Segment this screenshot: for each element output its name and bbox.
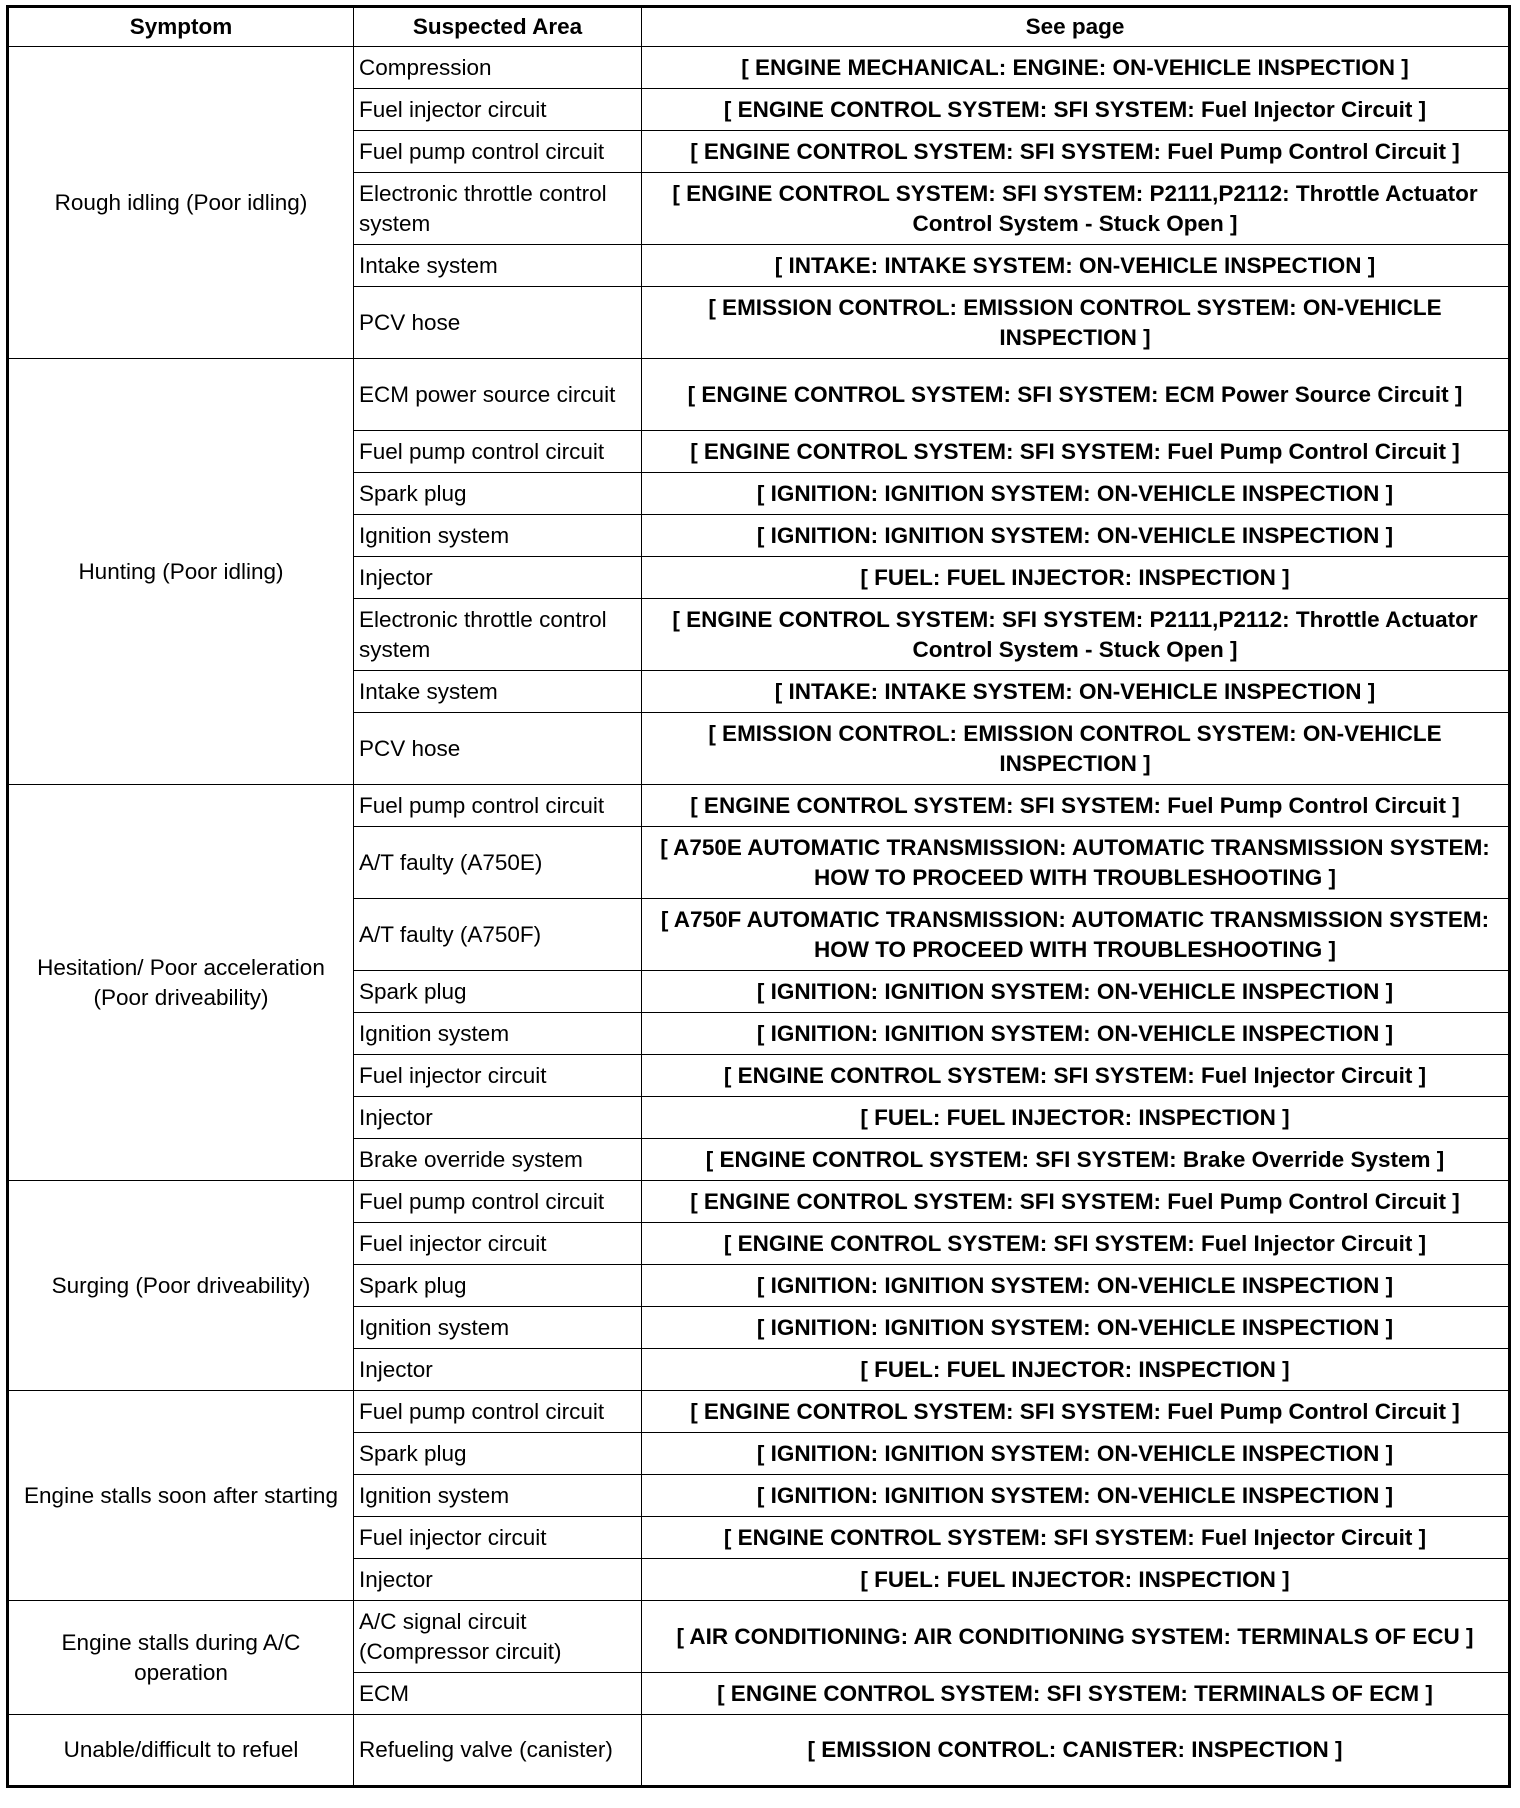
see-page-cell: [ INTAKE: INTAKE SYSTEM: ON-VEHICLE INSPECTION ] <box>642 245 1510 287</box>
see-page-cell: [ IGNITION: IGNITION SYSTEM: ON-VEHICLE INSPECTION ] <box>642 1265 1510 1307</box>
table-row <box>8 1391 1510 1433</box>
see-page-cell: [ A750E AUTOMATIC TRANSMISSION: AUTOMATIC TRANSMISSION SYSTEM: HOW TO PROCEED WITH TROUBLESHOOTING ] <box>642 827 1510 899</box>
see-page-cell: [ EMISSION CONTROL: EMISSION CONTROL SYSTEM: ON-VEHICLE INSPECTION ] <box>642 713 1510 785</box>
suspected-area-cell: Compression <box>354 47 642 89</box>
suspected-area-cell: A/T faulty (A750E) <box>354 827 642 899</box>
suspected-area-cell: Fuel pump control circuit <box>354 431 642 473</box>
symptom-cell: Engine stalls soon after starting <box>8 1391 354 1601</box>
suspected-area-cell: Fuel injector circuit <box>354 1055 642 1097</box>
see-page-cell: [ FUEL: FUEL INJECTOR: INSPECTION ] <box>642 557 1510 599</box>
see-page-cell: [ ENGINE CONTROL SYSTEM: SFI SYSTEM: P2111,P2112: Throttle Actuator Control System - Stuck Open ] <box>642 173 1510 245</box>
suspected-area-cell: Spark plug <box>354 473 642 515</box>
suspected-area-cell: Fuel injector circuit <box>354 89 642 131</box>
suspected-area-cell: A/C signal circuit (Compressor circuit) <box>354 1601 642 1673</box>
see-page-cell: [ ENGINE CONTROL SYSTEM: SFI SYSTEM: Fuel Pump Control Circuit ] <box>642 1391 1510 1433</box>
suspected-area-cell: ECM power source circuit <box>354 359 642 431</box>
symptom-cell: Rough idling (Poor idling) <box>8 47 354 359</box>
see-page-cell: [ ENGINE CONTROL SYSTEM: SFI SYSTEM: Fuel Injector Circuit ] <box>642 1223 1510 1265</box>
suspected-area-cell: PCV hose <box>354 287 642 359</box>
table-row <box>8 359 1510 431</box>
suspected-area-cell: Intake system <box>354 671 642 713</box>
see-page-cell: [ IGNITION: IGNITION SYSTEM: ON-VEHICLE INSPECTION ] <box>642 1307 1510 1349</box>
see-page-cell: [ IGNITION: IGNITION SYSTEM: ON-VEHICLE INSPECTION ] <box>642 1433 1510 1475</box>
suspected-area-cell: Electronic throttle control system <box>354 599 642 671</box>
suspected-area-cell: Ignition system <box>354 1475 642 1517</box>
see-page-cell: [ FUEL: FUEL INJECTOR: INSPECTION ] <box>642 1559 1510 1601</box>
symptom-cell: Engine stalls during A/C operation <box>8 1601 354 1715</box>
suspected-area-cell: Fuel pump control circuit <box>354 131 642 173</box>
table-row <box>8 1601 1510 1673</box>
suspected-area-cell: Fuel pump control circuit <box>354 785 642 827</box>
see-page-cell: [ FUEL: FUEL INJECTOR: INSPECTION ] <box>642 1349 1510 1391</box>
see-page-cell: [ A750F AUTOMATIC TRANSMISSION: AUTOMATIC TRANSMISSION SYSTEM: HOW TO PROCEED WITH TROUBLESHOOTING ] <box>642 899 1510 971</box>
suspected-area-cell: Injector <box>354 1097 642 1139</box>
see-page-cell: [ EMISSION CONTROL: CANISTER: INSPECTION ] <box>642 1715 1510 1787</box>
see-page-cell: [ ENGINE CONTROL SYSTEM: SFI SYSTEM: Fuel Pump Control Circuit ] <box>642 785 1510 827</box>
suspected-area-cell: ECM <box>354 1673 642 1715</box>
see-page-cell: [ ENGINE CONTROL SYSTEM: SFI SYSTEM: Brake Override System ] <box>642 1139 1510 1181</box>
table-row <box>8 1715 1510 1787</box>
suspected-area-cell: Intake system <box>354 245 642 287</box>
see-page-cell: [ ENGINE CONTROL SYSTEM: SFI SYSTEM: Fuel Injector Circuit ] <box>642 1055 1510 1097</box>
see-page-cell: [ ENGINE CONTROL SYSTEM: SFI SYSTEM: P2111,P2112: Throttle Actuator Control System - Stuck Open ] <box>642 599 1510 671</box>
table-header <box>8 7 1510 47</box>
suspected-area-cell: Electronic throttle control system <box>354 173 642 245</box>
suspected-area-cell: PCV hose <box>354 713 642 785</box>
suspected-area-cell: Ignition system <box>354 1013 642 1055</box>
see-page-cell: [ ENGINE CONTROL SYSTEM: SFI SYSTEM: Fuel Injector Circuit ] <box>642 89 1510 131</box>
suspected-area-cell: Ignition system <box>354 1307 642 1349</box>
suspected-area-cell: A/T faulty (A750F) <box>354 899 642 971</box>
see-page-cell: [ INTAKE: INTAKE SYSTEM: ON-VEHICLE INSPECTION ] <box>642 671 1510 713</box>
suspected-area-cell: Fuel injector circuit <box>354 1223 642 1265</box>
symptom-cell: Surging (Poor driveability) <box>8 1181 354 1391</box>
suspected-area-cell: Spark plug <box>354 971 642 1013</box>
table-body <box>8 47 1510 1787</box>
suspected-area-cell: Ignition system <box>354 515 642 557</box>
suspected-area-cell: Brake override system <box>354 1139 642 1181</box>
suspected-area-cell: Spark plug <box>354 1265 642 1307</box>
see-page-cell: [ IGNITION: IGNITION SYSTEM: ON-VEHICLE INSPECTION ] <box>642 971 1510 1013</box>
header-symptom: Symptom <box>8 7 354 47</box>
table-row <box>8 47 1510 89</box>
suspected-area-cell: Spark plug <box>354 1433 642 1475</box>
see-page-cell: [ AIR CONDITIONING: AIR CONDITIONING SYSTEM: TERMINALS OF ECU ] <box>642 1601 1510 1673</box>
see-page-cell: [ IGNITION: IGNITION SYSTEM: ON-VEHICLE INSPECTION ] <box>642 515 1510 557</box>
see-page-cell: [ ENGINE CONTROL SYSTEM: SFI SYSTEM: Fuel Pump Control Circuit ] <box>642 1181 1510 1223</box>
symptom-cell: Hesitation/ Poor acceleration (Poor driveability) <box>8 785 354 1181</box>
see-page-cell: [ ENGINE CONTROL SYSTEM: SFI SYSTEM: ECM Power Source Circuit ] <box>642 359 1510 431</box>
suspected-area-cell: Fuel injector circuit <box>354 1517 642 1559</box>
suspected-area-cell: Injector <box>354 1349 642 1391</box>
table-row <box>8 785 1510 827</box>
symptom-cell: Unable/difficult to refuel <box>8 1715 354 1787</box>
symptom-cell: Hunting (Poor idling) <box>8 359 354 785</box>
suspected-area-cell: Refueling valve (canister) <box>354 1715 642 1787</box>
table-row <box>8 1181 1510 1223</box>
see-page-cell: [ ENGINE MECHANICAL: ENGINE: ON-VEHICLE INSPECTION ] <box>642 47 1510 89</box>
header-row <box>8 7 1510 47</box>
suspected-area-cell: Injector <box>354 1559 642 1601</box>
see-page-cell: [ EMISSION CONTROL: EMISSION CONTROL SYSTEM: ON-VEHICLE INSPECTION ] <box>642 287 1510 359</box>
see-page-cell: [ ENGINE CONTROL SYSTEM: SFI SYSTEM: Fuel Pump Control Circuit ] <box>642 431 1510 473</box>
see-page-cell: [ FUEL: FUEL INJECTOR: INSPECTION ] <box>642 1097 1510 1139</box>
header-suspected-area: Suspected Area <box>354 7 642 47</box>
header-see-page: See page <box>642 7 1510 47</box>
see-page-cell: [ ENGINE CONTROL SYSTEM: SFI SYSTEM: Fuel Injector Circuit ] <box>642 1517 1510 1559</box>
see-page-cell: [ IGNITION: IGNITION SYSTEM: ON-VEHICLE INSPECTION ] <box>642 1475 1510 1517</box>
see-page-cell: [ IGNITION: IGNITION SYSTEM: ON-VEHICLE INSPECTION ] <box>642 473 1510 515</box>
suspected-area-cell: Injector <box>354 557 642 599</box>
see-page-cell: [ ENGINE CONTROL SYSTEM: SFI SYSTEM: TERMINALS OF ECM ] <box>642 1673 1510 1715</box>
suspected-area-cell: Fuel pump control circuit <box>354 1181 642 1223</box>
see-page-cell: [ ENGINE CONTROL SYSTEM: SFI SYSTEM: Fuel Pump Control Circuit ] <box>642 131 1510 173</box>
troubleshooting-table <box>6 5 1511 1788</box>
suspected-area-cell: Fuel pump control circuit <box>354 1391 642 1433</box>
see-page-cell: [ IGNITION: IGNITION SYSTEM: ON-VEHICLE INSPECTION ] <box>642 1013 1510 1055</box>
